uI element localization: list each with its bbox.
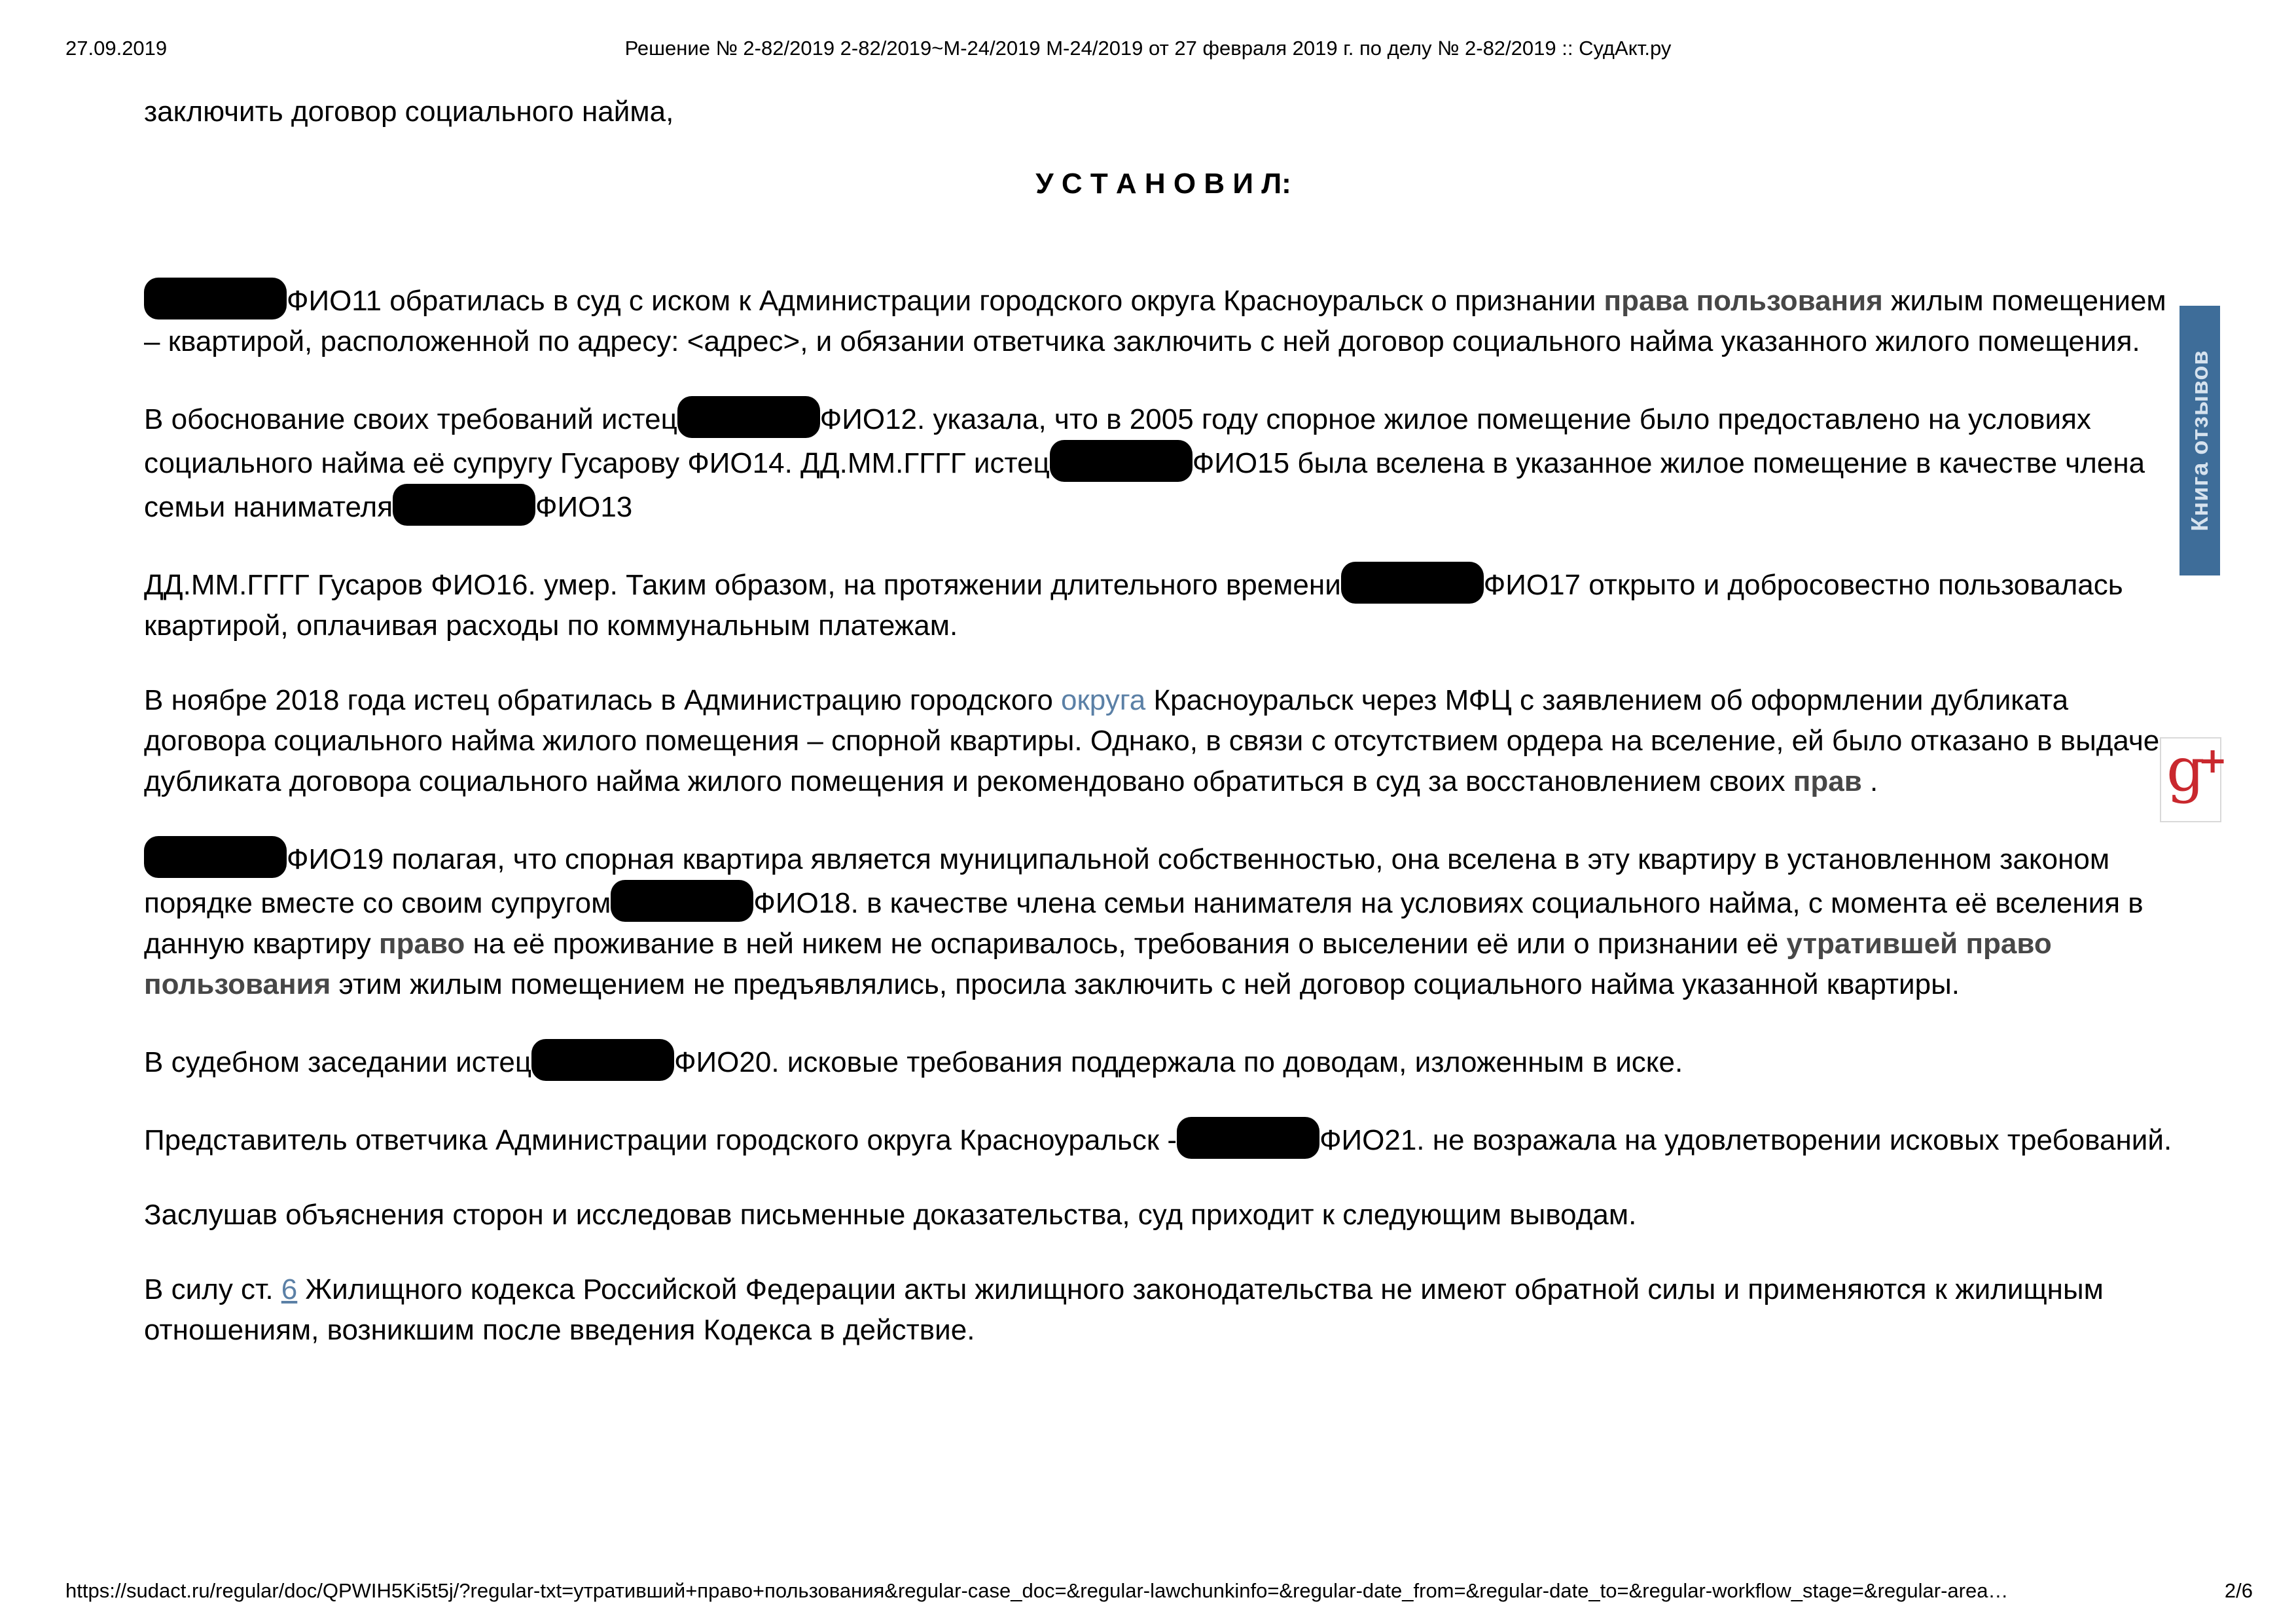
text-run: В силу ст. xyxy=(144,1273,281,1305)
inline-link[interactable]: округа xyxy=(1061,684,1146,716)
paragraph xyxy=(144,562,2183,646)
google-plus-icon: g xyxy=(2166,735,2205,805)
text-run: В обоснование своих требований истец xyxy=(144,403,677,435)
paragraph xyxy=(144,1039,2183,1083)
text-run: ФИО19 полагая, что спорная квартира является муниципальной собственностью, она вселена в эту квартиру в установленном законом порядке вместе со своим супругом xyxy=(144,843,2110,919)
redaction-box xyxy=(611,880,753,922)
text-run: ФИО12. указала, что в 2005 году спорное жилое помещение было предоставлено на условиях социального найма её супругу Гусарову ФИО14. ДД.ММ.ГГГГ истец xyxy=(144,403,2091,479)
redaction-box xyxy=(393,484,535,526)
feedback-book-tab[interactable] xyxy=(2179,306,2220,575)
text-run: ФИО13 xyxy=(535,491,633,523)
redaction-box xyxy=(1177,1117,1319,1159)
print-footer xyxy=(65,1577,2258,1605)
court-ruling-heading: У С Т А Н О В И Л: xyxy=(1035,168,1291,200)
text-run: ФИО11 обратилась в суд с иском к Администрации городского округа Красноуральск о признании xyxy=(287,285,1604,317)
google-plus-share-button[interactable] xyxy=(2160,735,2228,822)
text-run: ФИО18. в качестве члена семьи нанимателя на условиях социального найма, с момента её вселения в данную квартиру xyxy=(144,887,2144,960)
paragraph xyxy=(144,396,2183,528)
paragraph xyxy=(144,1195,2183,1235)
print-header-title: Решение № 2-82/2019 2-82/2019~М-24/2019 М-24/2019 от 27 февраля 2019 г. по делу № 2-82/2019 :: СудАкт.ру xyxy=(624,37,1672,60)
text-run: Представитель ответчика Администрации городского округа Красноуральск - xyxy=(144,1124,1177,1156)
highlighted-term: права пользования xyxy=(1604,285,1883,317)
print-footer-page-number: 2/6 xyxy=(2224,1579,2253,1602)
text-run: В судебном заседании истец xyxy=(144,1046,532,1078)
print-header xyxy=(0,34,2296,63)
inline-link[interactable]: 6 xyxy=(281,1273,298,1305)
redaction-box xyxy=(1050,440,1193,482)
print-header-date: 27.09.2019 xyxy=(65,37,168,60)
text-run: В ноябре 2018 года истец обратилась в Администрацию городского xyxy=(144,684,1062,716)
text-run: жилым помещением – квартирой, расположенной по адресу: <адрес>, и обязании ответчика заключить с ней договор социального найма указанного жилого помещения. xyxy=(144,285,2166,357)
text-run: . xyxy=(1861,765,1878,797)
redaction-box xyxy=(677,396,820,438)
highlighted-term: утратившей право пользования xyxy=(144,928,2052,1000)
redaction-box xyxy=(144,278,287,319)
court-decision-text xyxy=(144,92,2183,1351)
paragraph xyxy=(144,836,2183,1005)
text-run: ФИО17 открыто и добросовестно пользовалась квартирой, оплачивая расходы по коммунальным платежам. xyxy=(144,569,2123,642)
paragraph xyxy=(144,278,2183,362)
text-run: ДД.ММ.ГГГГ Гусаров ФИО16. умер. Таким образом, на протяжении длительного времени xyxy=(144,569,1341,601)
text-run: этим жилым помещением не предъявлялись, просила заключить с ней договор социального найма указанной квартиры. xyxy=(331,968,1960,1000)
text-run: Заслушав объяснения сторон и исследовав письменные доказательства, суд приходит к следующим выводам. xyxy=(144,1199,1637,1231)
highlighted-term: прав xyxy=(1793,765,1862,797)
text-run: Красноуральск через МФЦ с заявлением об оформлении дубликата договора социального найма жилого помещения – спорной квартиры. Однако, в связи с отсутствием ордера на вселение, ей было отказано в выдаче дубликата договора социального найма жилого помещения и рекомендовано обратиться в суд за восстановлением своих xyxy=(144,684,2160,797)
paragraph xyxy=(144,1117,2183,1161)
redaction-box xyxy=(1341,562,1484,604)
redaction-box xyxy=(144,836,287,878)
text-run: Жилищного кодекса Российской Федерации акты жилищного законодательства не имеют обратной силы и применяются к жилищным отношениям, возникшим после введения Кодекса в действие. xyxy=(144,1273,2104,1346)
paragraph xyxy=(144,680,2183,802)
text-run: ФИО21. не возражала на удовлетворении исковых требований. xyxy=(1319,1124,2172,1156)
print-footer-url: https://sudact.ru/regular/doc/QPWIH5Ki5t5j/?regular-txt=утративший+право+пользования&regular-case_doc=&regular-lawchunkinfo=&regular-date_from=&regular-date_to=&regular-workflow_stage=&regular-area… xyxy=(65,1579,2009,1602)
google-plus-icon-plus: + xyxy=(2198,739,2228,781)
paragraph xyxy=(144,1269,2183,1351)
text-run: ФИО15 была вселена в указанное жилое помещение в качестве члена семьи нанимателя xyxy=(144,447,2145,523)
redaction-box xyxy=(531,1039,674,1081)
intro-line: заключить договор социального найма, xyxy=(144,96,674,128)
feedback-book-tab-label: Книга отзывов xyxy=(2186,350,2213,532)
highlighted-term: право xyxy=(379,928,465,960)
text-run: ФИО20. исковые требования поддержала по доводам, изложенным в иске. xyxy=(674,1046,1683,1078)
text-run: на её проживание в ней никем не оспаривалось, требования о выселении её или о признании её xyxy=(465,928,1787,960)
